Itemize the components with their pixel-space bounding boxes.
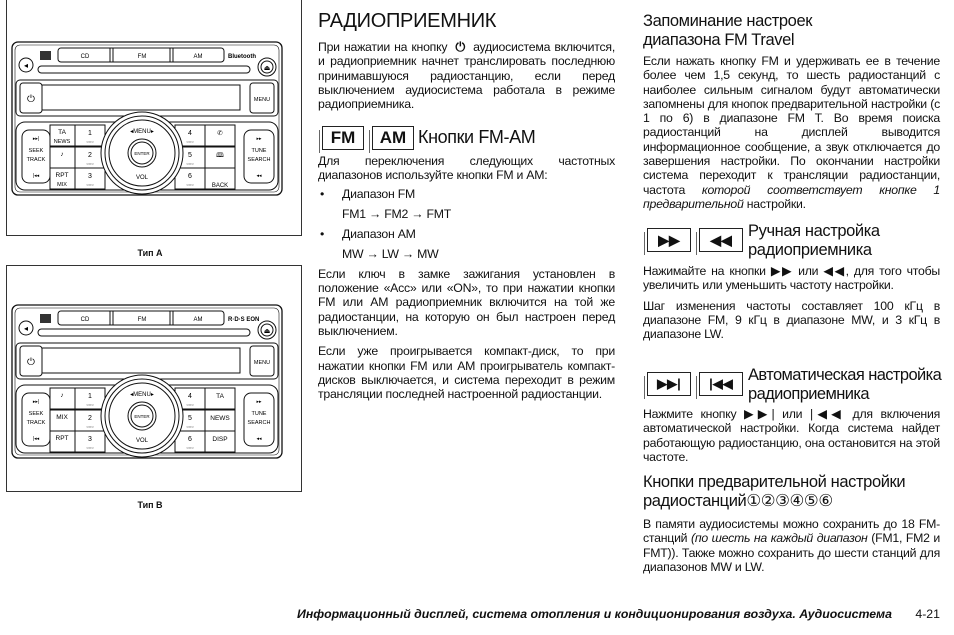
preset-text-italic: (по шесть на каждый диапазон [691, 531, 868, 546]
radio-unit-b [12, 305, 282, 458]
svg-text:○○○: ○○○ [186, 139, 194, 144]
disc-slot [38, 329, 250, 336]
mute-icon: ◂ [23, 324, 29, 333]
right-button-label: DISP [212, 436, 228, 443]
disc-slot [38, 66, 250, 73]
svg-text:○○○: ○○○ [86, 139, 94, 144]
right-button-label: NEWS [210, 415, 230, 422]
left-button-label: TA [58, 129, 66, 136]
auto-heading: Автоматическая настройка радиоприемника [748, 366, 942, 403]
svg-text:○○○: ○○○ [186, 424, 194, 429]
left-button-label: RPT [55, 172, 69, 179]
manual-section [643, 264, 940, 341]
preset-label: 2 [88, 152, 92, 159]
mute-icon: ◂ [23, 61, 29, 70]
intro-text: При нажатии на кнопку [318, 40, 448, 54]
left-button-label: ♪ [60, 151, 64, 158]
figure-caption-type-b: Тип B [137, 500, 163, 510]
fmam-intro: Для переключения следующих частотных диапазонов используйте кнопки FM и AM: [318, 154, 615, 183]
preset-label: 6 [188, 436, 192, 443]
right-button-sublabel: BACK [211, 183, 229, 189]
knob-menu-label: ◂MENU▸ [130, 392, 154, 398]
preset-label: 4 [188, 130, 192, 137]
fmt-text-italic: которой соответствует кнопке 1 предварительной [643, 182, 940, 211]
fmt-heading: Запоминание настроек диапазона FM Travel [643, 12, 813, 49]
left-button-label: MIX [56, 414, 68, 421]
right-button-label: TA [216, 393, 224, 400]
knob-enter-label: ENTER [134, 151, 150, 156]
svg-text:○○○: ○○○ [186, 402, 194, 407]
knob-menu-label: ◂MENU▸ [130, 129, 154, 135]
source-button-label: FM [137, 54, 147, 60]
preset-label: 1 [88, 393, 92, 400]
acc-paragraph: Если ключ в замке зажигания установлен в положение «Acc» или «ON», то при нажатии кнопки FM или AM радиоприемник включится на той же радиостанции, на которую он был настроен перед выключением. [318, 266, 615, 338]
seek-down-icon: |◂◂ [32, 436, 40, 442]
power-icon: ⏻ [27, 94, 35, 105]
preset-text: В памяти аудиосистемы можно сохранить до 18 FM-станций [643, 517, 940, 546]
preset-label: 4 [188, 393, 192, 400]
band-fm-sequence: FM1 → FM2 → FMT [342, 206, 451, 221]
preset-label: 3 [88, 173, 92, 180]
source-button-label: CD [80, 54, 90, 60]
svg-text:○○○: ○○○ [186, 182, 194, 187]
search-label: SEARCH [247, 420, 271, 426]
seek-down-icon: |◂◂ [32, 173, 40, 179]
tune-up-icon: ▸▸ [256, 399, 262, 405]
right-button-label: ✆ [217, 130, 223, 137]
svg-text:○○○: ○○○ [86, 424, 94, 429]
fmt-paragraph [643, 54, 940, 211]
seek-up-button-icon: ▶▶| [647, 372, 691, 396]
knob-vol-label: VOL [135, 438, 149, 444]
source-button-label: AM [193, 54, 203, 60]
manual-text: Нажимайте на кнопки ▶▶ или ◀◀, для того чтобы увеличить или уменьшить частоту настройки. [643, 264, 940, 293]
preset-text-end: (FM1, FM2 и FMT)). Также можно сохранить до шести станций для диапазонов MW и LW. [643, 531, 941, 574]
band-am-label: • Диапазон AM [318, 227, 615, 241]
svg-text:○○○: ○○○ [86, 182, 94, 187]
fmam-section [318, 154, 615, 401]
track-label: TRACK [26, 157, 46, 163]
power-icon: ⏻ [27, 357, 35, 368]
seek-label: SEEK [28, 411, 44, 417]
svg-text:○○○: ○○○ [86, 161, 94, 166]
cd-paragraph: Если уже проигрывается компакт-диск, то при нажатии кнопки FM или AM проигрыватель компакт-дисков выключается, и система переходит в режим трансляции последней настроенной радиостанции. [318, 344, 615, 402]
display-screen [42, 348, 240, 373]
preset-label: 2 [88, 415, 92, 422]
tune-down-icon: ◂◂ [256, 173, 262, 179]
left-button-label: ♪ [60, 392, 64, 399]
radio-section [318, 10, 615, 33]
svg-text:○○○: ○○○ [86, 445, 94, 450]
fmt-text: Если нажать кнопку FM и удерживать ее в течение более чем 1,5 секунд, то шесть радиостанций с наиболее сильным сигналом будут автоматически запомнены для кнопок предварительной настройки (с 1 по 6) в диапазоне FM T. Во время поиска радиостанций на дисплей выводится информационное сообщение, а звук отключается до завершения настройки. По окончании настройки система переходит к трансляции радиостанции, частота [643, 54, 940, 197]
band-am-sequence: MW → LW → MW [342, 247, 439, 262]
left-button-label: RPT [55, 435, 69, 442]
fmam-heading: Кнопки FM-AM [418, 127, 536, 147]
right-button-label: 🕮 [216, 152, 224, 159]
seek-label: SEEK [28, 148, 44, 154]
svg-text:○○○: ○○○ [86, 402, 94, 407]
band-fm-label: • Диапазон FM [318, 187, 615, 201]
fmt-text-end: настройки. [746, 196, 806, 211]
menu-button-label: MENU [253, 360, 271, 366]
source-button-label: FM [137, 317, 147, 323]
knob-enter-label: ENTER [134, 414, 150, 419]
manual-heading: Ручная настройка радиоприемника [748, 222, 880, 259]
seek-up-icon: ▸▸| [32, 136, 40, 142]
page-number: 4-21 [915, 607, 940, 621]
manual-step-text: Шаг изменения частоты составляет 100 кГц в диапазоне FM, 9 кГц в диапазоне MW, и 3 кГц в диапазоне LW. [643, 298, 940, 342]
preset-label: 5 [188, 152, 192, 159]
seek-up-icon: ▸▸| [32, 399, 40, 405]
fast-forward-button-icon: ▶▶ [647, 228, 691, 252]
preset-label: 3 [88, 436, 92, 443]
cd-logo-icon [40, 314, 51, 323]
am-button-icon: AM [372, 126, 414, 150]
figure-caption-type-a: Тип A [137, 248, 163, 258]
power-icon: ⏻ [455, 40, 465, 54]
radio-illustrations [0, 0, 300, 500]
eject-icon: ⏏ [263, 65, 271, 72]
eject-icon: ⏏ [263, 328, 271, 335]
preset-label: 5 [188, 415, 192, 422]
left-button-sublabel: MIX [57, 182, 67, 188]
intro-paragraph [318, 40, 615, 111]
tune-up-icon: ▸▸ [256, 136, 262, 142]
preset-label: 1 [88, 130, 92, 137]
display-screen [42, 85, 240, 110]
preset-paragraph [643, 517, 940, 574]
tune-label: TUNE [251, 411, 267, 417]
preset-label: 6 [188, 173, 192, 180]
brand-logo: R·D·S EON [228, 317, 260, 323]
seek-down-button-icon: |◀◀ [699, 372, 743, 396]
intro-text-cont: аудиосистема включится, и радиоприемник начнет транслировать последнюю принимавшуюся радиостанцию, если перед выключением аудиосистема работала в режиме радиоприемника. [318, 40, 615, 112]
source-button-label: AM [193, 317, 203, 323]
svg-text:○○○: ○○○ [186, 161, 194, 166]
footer-section-title: Информационный дисплей, система отопления и кондиционирования воздуха. Аудиосистема [296, 607, 892, 621]
cd-logo-icon [40, 51, 51, 60]
brand-logo: Bluetooth [228, 54, 256, 60]
source-button-label: CD [80, 317, 90, 323]
svg-text:○○○: ○○○ [186, 445, 194, 450]
track-label: TRACK [26, 420, 46, 426]
tune-down-icon: ◂◂ [256, 436, 262, 442]
radio-unit-a [12, 42, 282, 195]
tune-label: TUNE [251, 148, 267, 154]
search-label: SEARCH [247, 157, 271, 163]
rewind-button-icon: ◀◀ [699, 228, 743, 252]
page-title: РАДИОПРИЕМНИК [318, 10, 497, 32]
preset-heading: Кнопки предварительной настройки радиостанций①②③④⑤⑥ [643, 473, 906, 510]
menu-button-label: MENU [253, 97, 271, 103]
knob-vol-label: VOL [135, 175, 149, 181]
left-button-sublabel: NEWS [53, 139, 71, 145]
auto-text: Нажмите кнопку ▶▶| или |◀◀ для включения автоматической настройки. Когда система найдет работающую радиостанцию, она остановится на этой частоте. [643, 407, 940, 464]
fm-button-icon: FM [322, 126, 364, 150]
